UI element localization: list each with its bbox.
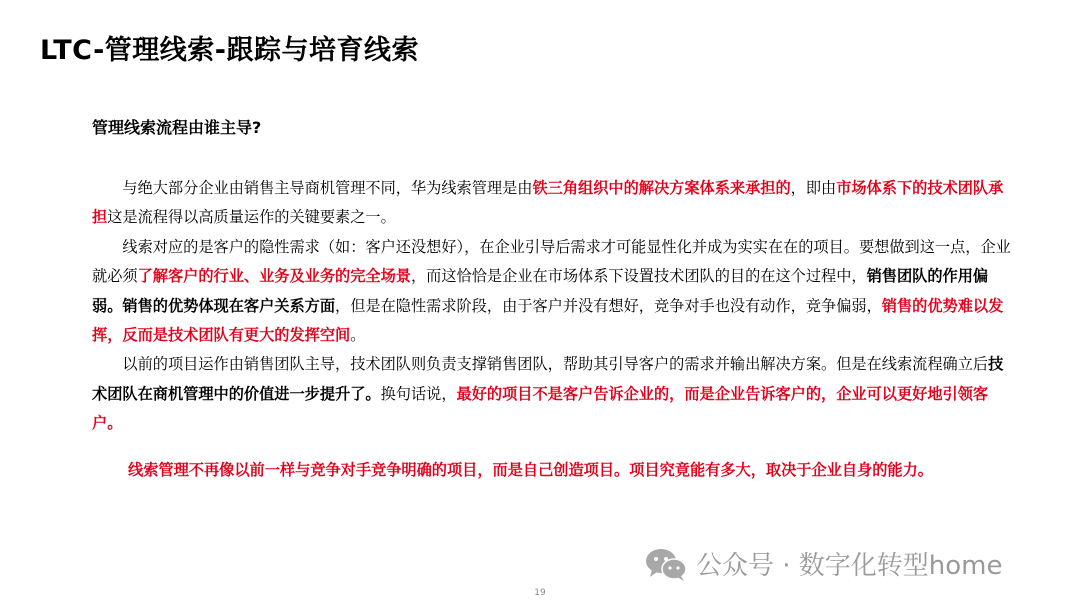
emphasis-red: 最好的项目不是客户告诉企业的，而是企业告诉客户的，企业可以更好地引领客户。 [92, 384, 989, 433]
paragraph [92, 174, 1012, 233]
text-segment: 。 [350, 326, 366, 345]
conclusion-text: 线索管理不再像以前一样与竞争对手竞争明确的项目，而是自己创造项目。项目究竟能有多大，取决于企业自身的能力。 [128, 461, 933, 479]
page-number: 19 [534, 588, 546, 598]
emphasis-bold: 技术团队在商机管理中的价值进一步提升了。 [92, 355, 1004, 403]
emphasis-bold: 销售团队的作用偏弱。销售的优势体现在客户关系方面 [92, 267, 989, 315]
wechat-icon [644, 546, 688, 582]
text-segment: 线索对应的是客户的隐性需求（如：客户还没想好），在企业引导后需求才可能显性化并成为实实在在的项目。要想做到这一点，企业就必须 [92, 237, 1011, 286]
watermark-text: 公众号 · 数字化转型home [696, 551, 1003, 581]
text-segment: ，但是在隐性需求阶段，由于客户并没有想好，竞争对手也没有动作，竞争偏弱， [335, 296, 882, 315]
paragraph [92, 233, 1012, 351]
section-heading: 管理线索流程由谁主导? [92, 118, 262, 137]
emphasis-red: 市场体系下的技术团队承担 [92, 179, 1004, 227]
text-segment: 以前的项目运作由销售团队主导，技术团队则负责支撑销售团队，帮助其引导客户的需求并输出解决方案。但是在线索流程确立后 [122, 355, 989, 374]
emphasis-red: 销售的优势难以发挥，反而是技术团队有更大的发挥空间 [92, 296, 1004, 345]
text-segment: 换句话说， [380, 384, 457, 403]
emphasis-red: 铁三角组织中的解决方案体系来承担的 [532, 179, 791, 197]
paragraph [92, 350, 1012, 438]
emphasis-red: 了解客户的行业、业务及业务的完全场景 [137, 267, 411, 286]
text-segment: ，即由 [790, 179, 837, 197]
body-text [92, 174, 1012, 439]
page-title: LTC-管理线索-跟踪与培育线索 [40, 35, 419, 66]
text-segment: 与绝大部分企业由销售主导商机管理不同，华为线索管理是由 [122, 179, 533, 197]
text-segment: ，而这恰恰是企业在市场体系下设置技术团队的目的在这个过程中， [410, 267, 867, 286]
watermark [644, 545, 1003, 582]
text-segment: 这是流程得以高质量运作的关键要素之一。 [107, 208, 396, 227]
